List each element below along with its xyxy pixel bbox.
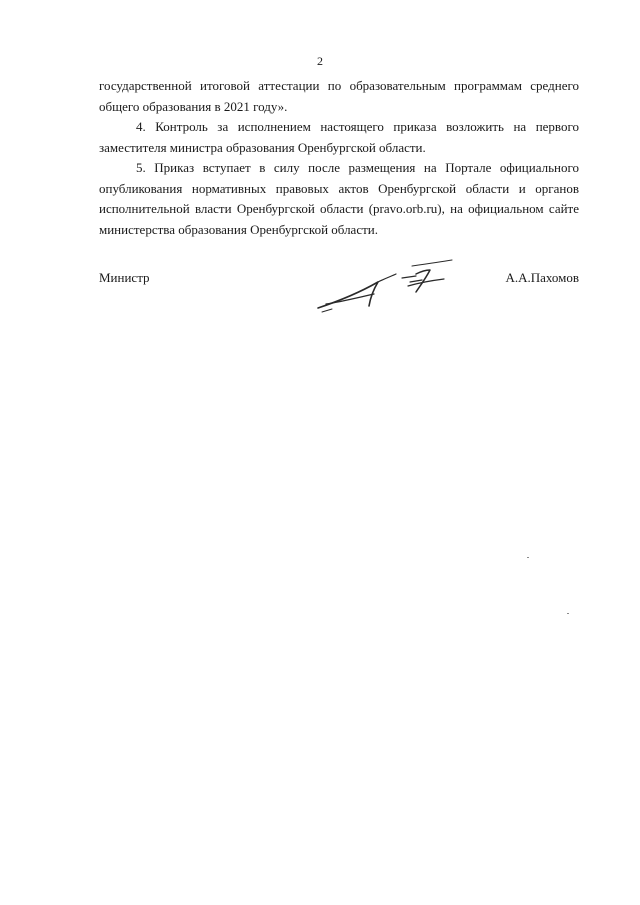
signatory-name: А.А.Пахомов (505, 270, 579, 285)
handwritten-signature (312, 252, 458, 316)
scan-speck (567, 613, 569, 614)
document-body (99, 76, 579, 240)
scan-speck (527, 557, 529, 558)
paragraph-item-5: 5. Приказ вступает в силу после размещения на Портале официального опубликования нормативных правовых актов Оренбургской области и органов исполнительной власти Оренбургской области (pravo.orb.ru), на официальном сайте министерства образования Оренбургской области. (99, 160, 579, 237)
page-number: 2 (317, 54, 323, 68)
paragraph-continuation: государственной итоговой аттестации по образовательным программам среднего общего образования в 2021 году». (99, 78, 579, 114)
signatory-title: Министр (99, 270, 150, 285)
paragraph-item-4: 4. Контроль за исполнением настоящего приказа возложить на первого заместителя министра образования Оренбургской области. (99, 119, 579, 155)
